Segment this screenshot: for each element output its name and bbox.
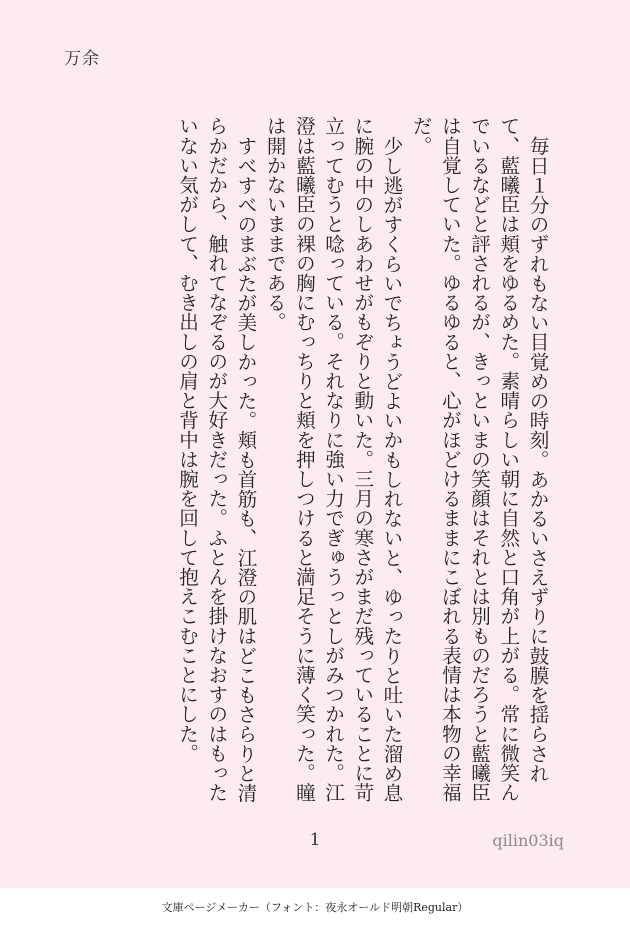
body-text — [172, 116, 552, 806]
paragraph-3: すべすべのまぶたが美しかった。頬も首筋も、江澄の肌はどこもさらりと清らかだから、触れてなぞるのが大好きだった。ふとんを掛けなおすのはもったいない気がして、むき出しの肩と背中は腕を回して抱えこむことにした。 — [175, 116, 257, 802]
paragraph-2: 少し逃がすくらいでちょうどよいかもしれないと、ゆったりと吐いた溜め息に腕の中のしあわせがもぞりと動いた。三月の寒さがまだ残っていることに苛立ってむうと唸っている。それなりに強い力でぎゅうっとしがみつかれた。江澄は藍曦臣の裸の胸にむっちりと頬を押しつけると満足そうに薄く笑った。瞳は開かないままである。 — [263, 116, 403, 802]
paragraph-1: 毎日１分のずれもない目覚めの時刻。あかるいさえずりに鼓膜を揺らされて、藍曦臣は頬をゆるめた。素晴らしい朝に自然と口角が上がる。常に微笑んでいるなどと評されるが、きっといまの笑顔はそれとは別ものだろうと藍曦臣は自覚していた。ゆるゆると、心がほどけるままにこぼれる表情は本物の幸福だ。 — [409, 116, 549, 802]
author-id: qilin03iq — [492, 831, 564, 850]
page-number: 1 — [309, 830, 321, 850]
book-title: 万余 — [64, 49, 100, 69]
footer-credit: 文庫ページメーカー（フォント：夜永オールド明朝Regular） — [0, 888, 630, 928]
